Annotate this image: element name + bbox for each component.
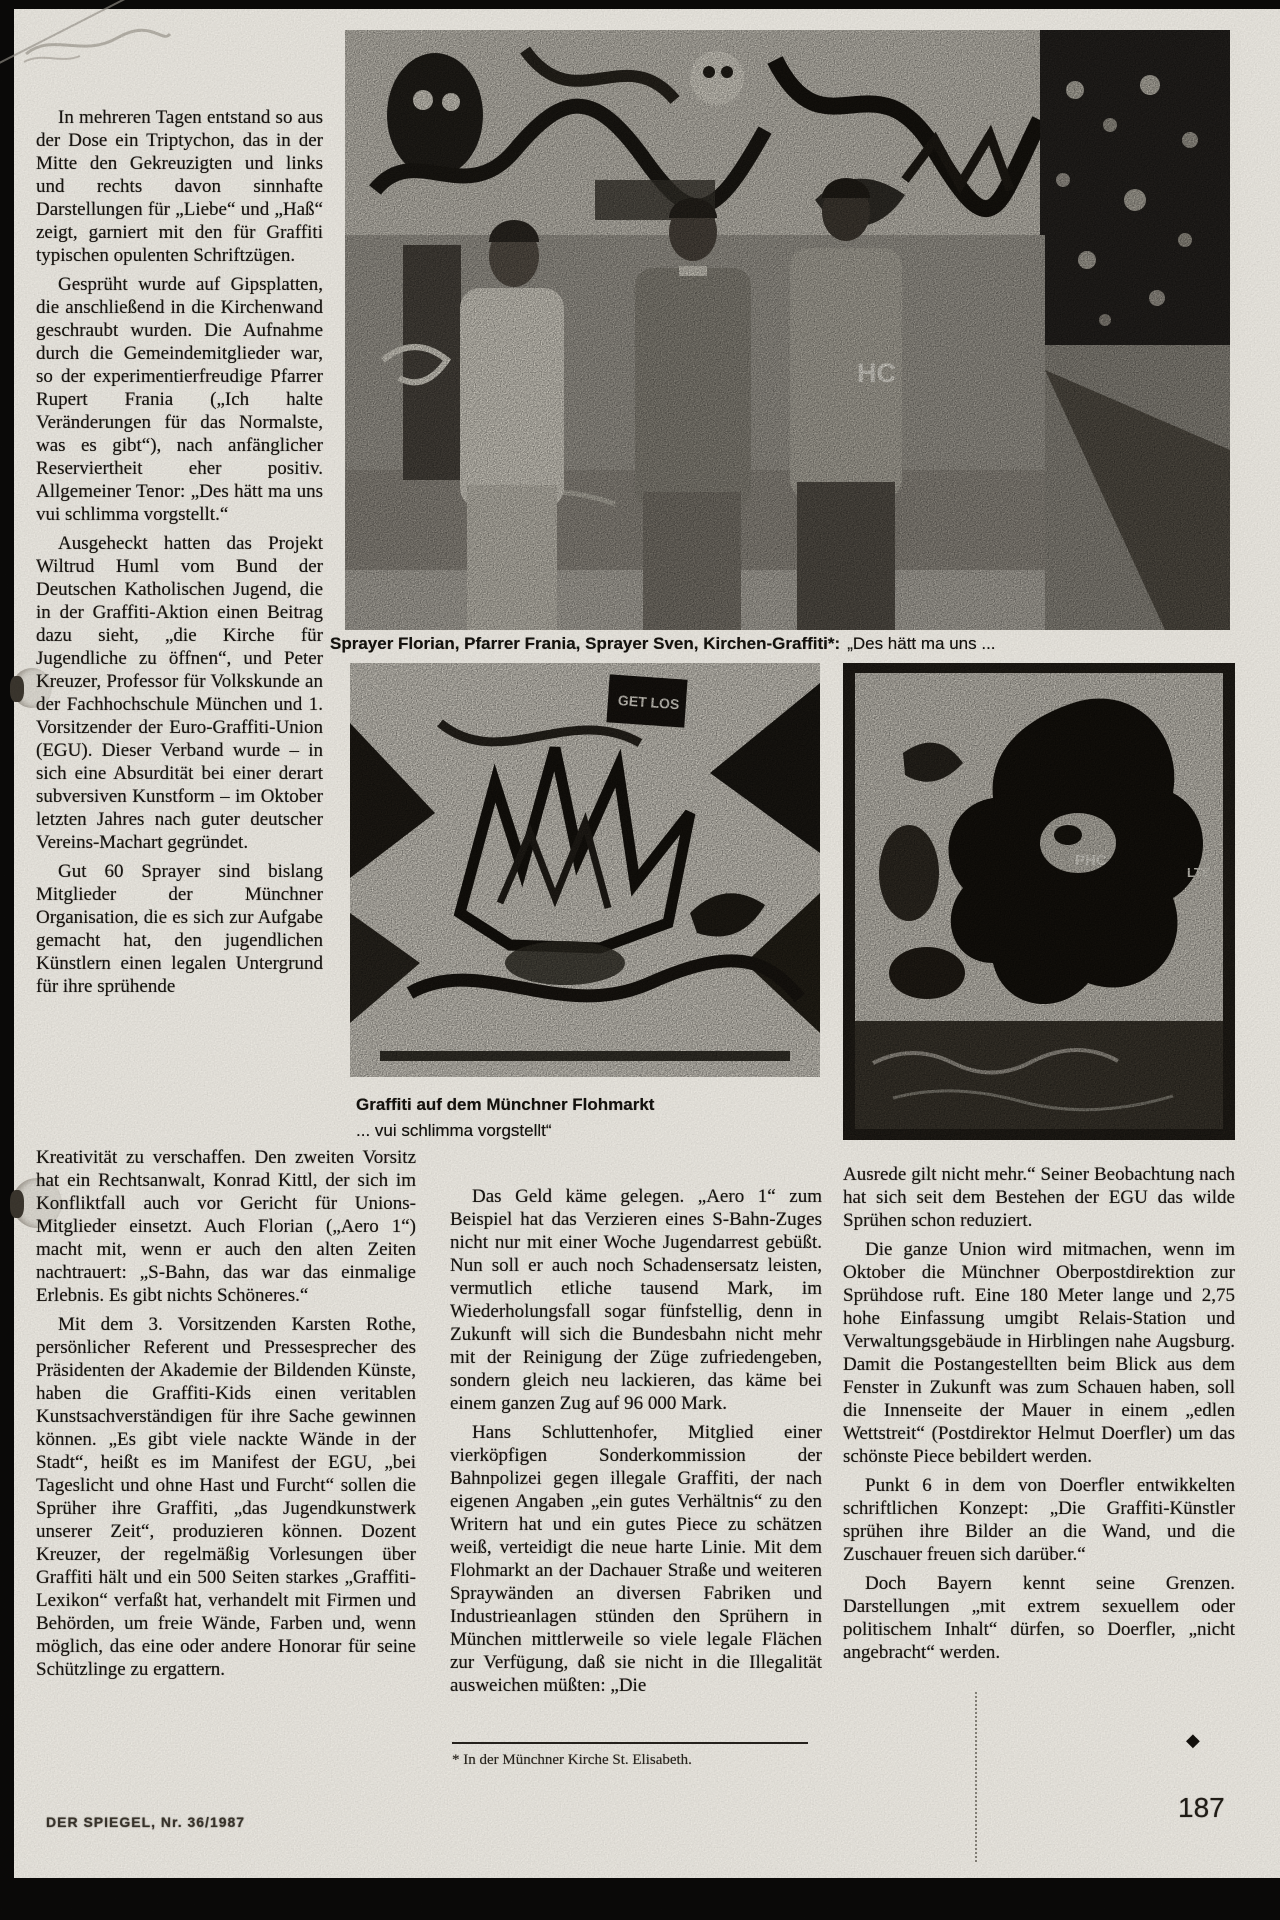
- footnote: * In der Münchner Kirche St. Elisabeth.: [452, 1752, 692, 1768]
- paragraph: Gut 60 Sprayer sind bislang Mitglieder der Münchner Organisation, die es sich zur Aufgabe gemacht hat, den jugendlichen Künstlern einen legalen Untergrund für ihre sprühende: [36, 861, 323, 997]
- article-column-left-upper: [36, 106, 323, 998]
- photo-flea-market-graffiti: [350, 663, 820, 1077]
- photo2-caption: [356, 1092, 654, 1144]
- page-number: 187: [1178, 1792, 1225, 1823]
- article-end-mark: ◆: [1186, 1730, 1200, 1750]
- paragraph: Hans Schluttenhofer, Mitglied einer vierköpfigen Sonderkommission der Bahnpolizei gegen illegale Graffiti, der nach eigenen Angaben „ein gutes Verhältnis“ zu den Writern hat und ein gutes Piece zu schätzen weiß, verteidigt die neue harte Linie. Mit dem Flohmarkt an der Dachauer Straße und weiteren Spraywänden an diversen Fabriken und Industrieanlagen stünden den Sprühern in München mittlerweile so viele legale Flächen zur Verfügung, daß sie nicht in die Illegalität ausweichen müßten: „Die: [450, 1422, 822, 1696]
- paragraph: In mehreren Tagen entstand so aus der Dose ein Triptychon, das in der Mitte den Gekreuzigten und links und rechts davon sinnhafte Darstellungen für „Liebe“ und „Haß“ zeigt, garniert mit den für Graffiti typischen opulenten Schriftzügen.: [36, 107, 323, 266]
- paragraph: Doch Bayern kennt seine Grenzen. Darstellungen „mit extrem sexuellem oder politischem Inhalt“ dürfen, so Doerfler, „nicht angebracht“ werden.: [843, 1573, 1235, 1663]
- paragraph: Ausgeheckt hatten das Projekt Wiltrud Huml vom Bund der Deutschen Katholischen Jugend, die in der Graffiti-Aktion einen Beitrag dazu sieht, „die Kirche für Jugendliche zu öffnen“, und Peter Kreuzer, Professor für Volkskunde an der Fachhochschule München und 1. Vorsitzender der Euro-Graffiti-Union (EGU). Dieser Verband wurde – in sich eine Absurdität bei einer derart subversiven Kunstform – im Oktober letzten Jahres nach guter deutscher Vereins-Machart gegründet.: [36, 533, 323, 853]
- photo-graffiti-piece: [843, 663, 1235, 1140]
- paragraph: Punkt 6 in dem von Doerfler entwikkelten schriftlichen Konzept: „Die Graffiti-Künstler sprühen ihre Bilder an die Wand, und die Zuschauer freuen sich darüber.“: [843, 1475, 1235, 1565]
- photo1-caption: [330, 634, 996, 654]
- article-column-left-lower: [36, 1146, 416, 1681]
- scan-edge-bottom: [0, 1878, 1280, 1920]
- paragraph: Die ganze Union wird mitmachen, wenn im Oktober die Münchner Oberpostdirektion zur Sprühdose ruft. Eine 180 Meter lange und 2,75 hohe Einfassung umgibt Relais-Station und Verwaltungsgebäude in Hirblingen nahe Augsburg. Damit die Postangestellten beim Blick aus dem Fenster in Zukunft was zum Schauen haben, soll die Innenseite der Mauer in einem „edlen Wettstreit“ (Postdirektor Helmut Doerfler) um das schönste Piece bebildert werden.: [843, 1239, 1235, 1467]
- paragraph: Mit dem 3. Vorsitzenden Karsten Rothe, persönlicher Referent und Pressesprecher des Präsidenten der Akademie der Bildenden Künste, haben die Graffiti-Kids einen veritablen Kunstsachverständigen für ihre Sache gewinnen können. „Es gibt viele nackte Wände in der Stadt“, heißt es im Manifest der EGU, „bei Tageslicht und ohne Hast und Furcht“ sollen die Sprüher ihre Graffiti, „das Jugendkunstwerk unserer Zeit“, produzieren können. Dozent Kreuzer, der regelmäßig Vorlesungen über Graffiti hält und ein 500 Seiten starkes „Graffiti-Lexikon“ verfaßt hat, verhandelt mit Firmen und Behörden, um freie Wände, Farben und, wenn möglich, das eine oder andere Honorar für seine Schützlinge zu ergattern.: [36, 1314, 416, 1680]
- pen-smudge-mark: [22, 24, 172, 68]
- paragraph: Kreativität zu verschaffen. Den zweiten Vorsitz hat ein Rechtsanwalt, Konrad Kittl, der sich im Konfliktfall auch vor Gericht für Unions-Mitglieder einsetzt. Auch Florian („Aero 1“) macht mit, wenn er auch den alten Zeiten nachtrauert: „S-Bahn, das war das einmalige Erlebnis. Es gibt nichts Schöneres.“: [36, 1147, 416, 1306]
- scan-smudge: [10, 676, 24, 702]
- scan-edge-top: [0, 0, 1280, 9]
- photo2-caption-bold: Graffiti auf dem Münchner Flohmarkt: [356, 1095, 655, 1114]
- article-column-middle: [450, 1185, 822, 1697]
- scan-smudge: [10, 1190, 24, 1218]
- magazine-footer: DER SPIEGEL, Nr. 36/1987: [46, 1814, 246, 1830]
- paragraph: Ausrede gilt nicht mehr.“ Seiner Beobachtung nach hat sich seit dem Bestehen der EGU das wilde Sprühen schon reduziert.: [843, 1164, 1235, 1231]
- scan-edge-left: [0, 0, 14, 1878]
- photo1-caption-bold: Sprayer Florian, Pfarrer Frania, Sprayer Sven, Kirchen-Graffiti*:: [330, 634, 841, 653]
- article-column-right: [843, 1163, 1235, 1664]
- photo1-caption-quote: „Des hätt ma uns ...: [847, 634, 996, 653]
- paragraph: Das Geld käme gelegen. „Aero 1“ zum Beispiel hat das Verzieren eines S-Bahn-Zuges nicht nur mit einer Woche Jugendarrest gebüßt. Nun soll er auch noch Schadensersatz leisten, vermutlich etliche tausend Mark, im Wiederholungsfall sogar fünfstellig, denn in Zukunft will sich die Bundesbahn nicht mehr mit der Reinigung der Züge zufriedengeben, sondern gleich neu lackieren, das käme bei einem ganzen Zug auf 96 000 Mark.: [450, 1186, 822, 1414]
- column-dotted-rule: [975, 1692, 977, 1862]
- photo2-caption-quote: ... vui schlimma vorgstellt“: [356, 1121, 552, 1140]
- photo-church-sprayers: [345, 30, 1230, 630]
- paragraph: Gesprüht wurde auf Gipsplatten, die anschließend in die Kirchenwand geschraubt wurden. Die Aufnahme durch die Gemeindemitglieder war, so der experimentierfreudige Pfarrer Rupert Frania („Ich halte Veränderungen für das Normalste, was es gibt“), nach anfänglicher Reserviertheit eher positiv. Allgemeiner Tenor: „Des hätt ma uns vui schlimma vorgstellt.“: [36, 274, 323, 525]
- footnote-rule: [452, 1742, 808, 1744]
